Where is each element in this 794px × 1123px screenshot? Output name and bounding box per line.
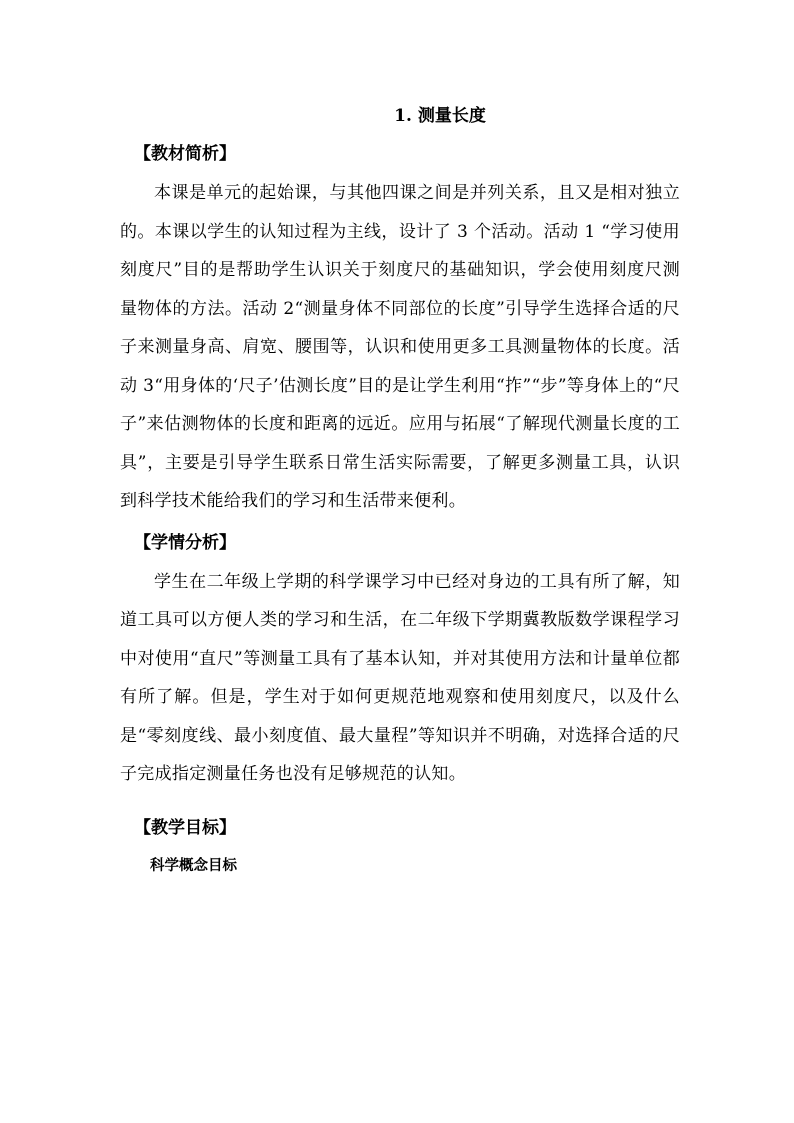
section-heading-textbook-analysis: 【教材简析】: [134, 144, 236, 164]
document-title: 1. 测量长度: [394, 106, 486, 126]
section-body-textbook-analysis: 本课是单元的起始课，与其他四课之间是并列关系，且又是相对独立的。本课以学生的认知过程为主线，设计了 3 个活动。活动 1 “学习使用刻度尺”目的是帮助学生认识关于刻度尺的基础知识，学会使用刻度尺测量物体的方法。活动 2“测量身体不同部位的长度”引导学生选择合适的尺子来测量身高、肩宽、腰围等，认识和使用更多工具测量物体的长度。活动 3“用身体的‘尺子’估测长度”目的是让学生利用“拃”“步”等身体上的“尺子”来估测物体的长度和距离的远近。应用与拓展“了解现代测量长度的工具”，主要是引导学生联系日常生活实际需要，了解更多测量工具，认识到科学技术能给我们的学习和生活带来便利。: [120, 183, 680, 511]
document-page: [120, 100, 680, 884]
section-heading-teaching-goals: 【教学目标】: [134, 817, 236, 838]
section-body-student-analysis: 学生在二年级上学期的科学课学习中已经对身边的工具有所了解，知道工具可以方便人类的学习和生活，在二年级下学期冀教版数学课程学习中对使用“直尺”等测量工具有了基本认知，并对其使用方法和计量单位都有所了解。但是，学生对于如何更规范地观察和使用刻度尺，以及什么是“零刻度线、最小刻度值、最大量程”等知识并不明确，对选择合适的尺子完成指定测量任务也没有足够规范的认知。: [120, 571, 680, 784]
section-heading-student-analysis: 【学情分析】: [134, 532, 236, 553]
subheading-science-concept-goals: 科学概念目标: [150, 856, 237, 874]
